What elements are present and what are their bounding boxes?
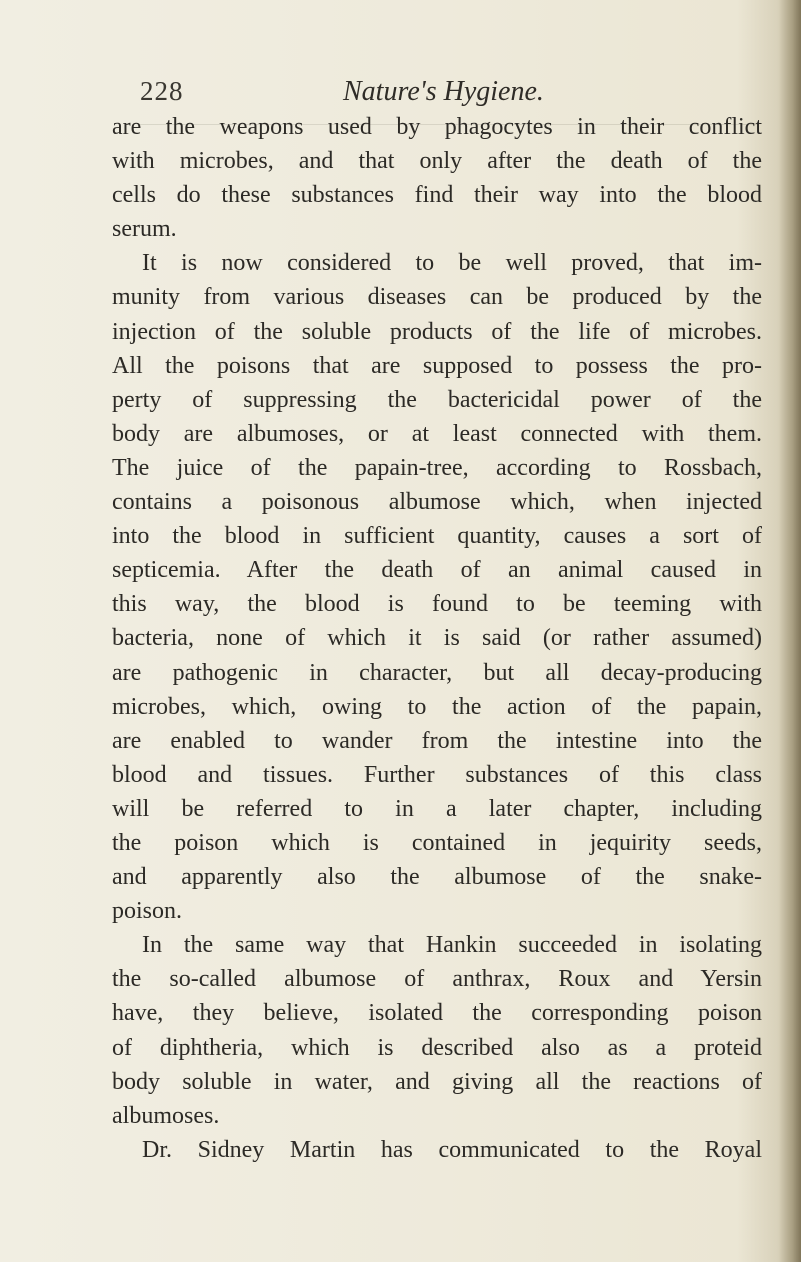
- text-line: All the poisons that are supposed to possess the pro-: [112, 352, 762, 379]
- text-line: will be referred to in a later chapter, including: [112, 795, 762, 822]
- running-title: Nature's Hygiene.: [343, 76, 544, 107]
- text-line: septicemia. After the death of an animal caused in: [112, 557, 762, 584]
- text-line: bacteria, none of which it is said (or rather assumed): [112, 625, 762, 652]
- text-line: body are albumoses, or at least connected with them.: [112, 420, 762, 447]
- text-line: the so-called albumose of anthrax, Roux and Yersin: [112, 966, 762, 993]
- text-line: poison.: [112, 898, 183, 925]
- text-line: contains a poisonous albumose which, when injected: [112, 489, 762, 516]
- text-line: cells do these substances find their way into the blood: [112, 182, 762, 209]
- text-line: The juice of the papain-tree, according to Rossbach,: [112, 454, 762, 481]
- text-line: have, they believe, isolated the corresponding poison: [112, 1000, 762, 1027]
- text-line: and apparently also the albumose of the snake-: [112, 864, 762, 891]
- text-line: In the same way that Hankin succeeded in isolating: [142, 932, 762, 959]
- text-line: serum.: [112, 216, 177, 243]
- text-line: injection of the soluble products of the life of microbes.: [112, 318, 762, 345]
- text-line: perty of suppressing the bactericidal power of the: [112, 386, 762, 413]
- text-line: are enabled to wander from the intestine into the: [112, 727, 762, 754]
- body-text: [112, 110, 762, 1167]
- text-line: into the blood in sufficient quantity, causes a sort of: [112, 523, 762, 550]
- text-line: are the weapons used by phagocytes in their conflict: [112, 114, 762, 140]
- text-line: munity from various diseases can be produced by the: [112, 284, 762, 311]
- page-number: 228: [140, 76, 184, 106]
- text-line: albumoses.: [112, 1102, 220, 1129]
- text-line: Dr. Sidney Martin has communicated to the Royal: [142, 1136, 762, 1163]
- text-line: of diphtheria, which is described also as a proteid: [112, 1034, 762, 1061]
- text-line: with microbes, and that only after the death of the: [112, 148, 762, 175]
- text-line: are pathogenic in character, but all decay-producing: [112, 659, 762, 686]
- text-line: blood and tissues. Further substances of this class: [112, 761, 762, 788]
- text-line: body soluble in water, and giving all the reactions of: [112, 1068, 762, 1095]
- text-line: the poison which is contained in jequirity seeds,: [112, 829, 762, 856]
- text-line: this way, the blood is found to be teeming with: [112, 591, 762, 618]
- text-line: It is now considered to be well proved, that im-: [142, 250, 762, 277]
- page-edge-shadow: [779, 0, 801, 1262]
- text-line: microbes, which, owing to the action of the papain,: [112, 693, 762, 720]
